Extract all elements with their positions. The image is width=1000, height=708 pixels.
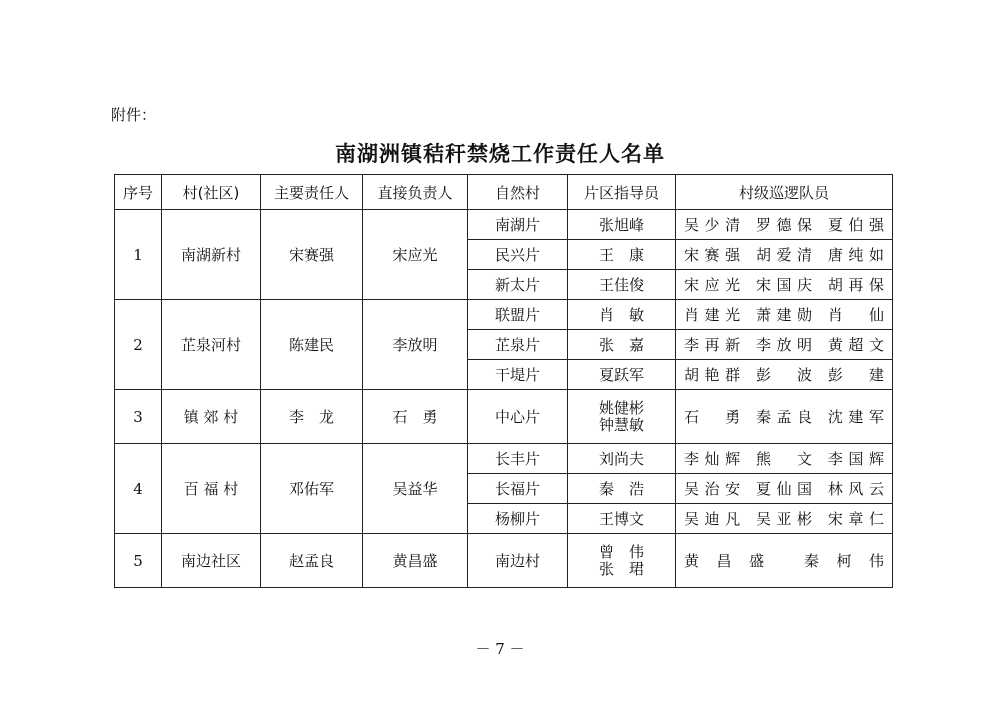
patrol-member: 胡艳群 — [684, 366, 746, 384]
patrol-member: 李国辉 — [827, 450, 884, 468]
direct-person: 黄昌盛 — [363, 534, 468, 588]
patrol-members — [676, 474, 893, 504]
patrol-member: 萧建勋 — [755, 306, 818, 324]
area-guide: 刘尚夫 — [568, 444, 676, 474]
village-no: 3 — [115, 390, 162, 444]
natural-village: 民兴片 — [468, 240, 568, 270]
area-guide: 王博文 — [568, 504, 676, 534]
main-person: 邓佑军 — [261, 444, 363, 534]
main-person: 宋赛强 — [261, 210, 363, 300]
patrol-member: 宋国庆 — [755, 276, 818, 294]
village-name: 镇 郊 村 — [162, 390, 261, 444]
natural-village: 联盟片 — [468, 300, 568, 330]
patrol-member: 秦孟良 — [755, 408, 818, 426]
area-guide-name: 张 珺 — [598, 559, 644, 578]
direct-person: 宋应光 — [363, 210, 468, 300]
patrol-member: 石 勇 — [684, 408, 746, 426]
natural-village: 长福片 — [468, 474, 568, 504]
table-row — [115, 390, 893, 444]
patrol-member: 李放明 — [755, 336, 818, 354]
natural-village: 新太片 — [468, 270, 568, 300]
patrol-members — [676, 504, 893, 534]
header-main-person: 主要责任人 — [261, 175, 363, 210]
patrol-members — [676, 240, 893, 270]
header-patrol: 村级巡逻队员 — [676, 175, 893, 210]
area-guide: 秦 浩 — [568, 474, 676, 504]
patrol-members — [676, 534, 893, 588]
natural-village: 杨柳片 — [468, 504, 568, 534]
patrol-members — [676, 444, 893, 474]
patrol-member: 肖 仙 — [827, 306, 884, 324]
area-guide: 肖 敏 — [568, 300, 676, 330]
area-guide — [568, 534, 676, 588]
table-row — [115, 300, 893, 330]
patrol-member: 胡再保 — [827, 276, 884, 294]
patrol-member: 沈建军 — [827, 408, 884, 426]
area-guide — [568, 390, 676, 444]
village-no: 4 — [115, 444, 162, 534]
header-natural-village: 自然村 — [468, 175, 568, 210]
patrol-member: 夏仙国 — [755, 480, 818, 498]
direct-person: 吴益华 — [363, 444, 468, 534]
natural-village: 长丰片 — [468, 444, 568, 474]
patrol-members — [676, 360, 893, 390]
patrol-member: 彭 建 — [827, 366, 884, 384]
natural-village: 芷泉片 — [468, 330, 568, 360]
natural-village: 中心片 — [468, 390, 568, 444]
table-row — [115, 444, 893, 474]
patrol-member: 黄超文 — [827, 336, 884, 354]
patrol-member: 罗德保 — [755, 216, 818, 234]
area-guide: 张 嘉 — [568, 330, 676, 360]
responsibility-table — [114, 174, 893, 588]
table-row — [115, 210, 893, 240]
header-area-guide: 片区指导员 — [568, 175, 676, 210]
area-guide: 张旭峰 — [568, 210, 676, 240]
patrol-member: 吴治安 — [684, 480, 746, 498]
village-no: 1 — [115, 210, 162, 300]
village-name: 南湖新村 — [162, 210, 261, 300]
natural-village: 南湖片 — [468, 210, 568, 240]
direct-person: 石 勇 — [363, 390, 468, 444]
patrol-member: 黄昌盛 — [684, 552, 782, 570]
patrol-member: 夏伯强 — [827, 216, 884, 234]
area-guide-name: 姚健彬 — [598, 398, 644, 417]
main-person: 赵孟良 — [261, 534, 363, 588]
patrol-member: 唐纯如 — [827, 246, 884, 264]
table-header-row — [115, 175, 893, 210]
patrol-member: 彭 波 — [755, 366, 818, 384]
village-no: 5 — [115, 534, 162, 588]
patrol-member: 宋赛强 — [684, 246, 746, 264]
table-row — [115, 534, 893, 588]
header-no: 序号 — [115, 175, 162, 210]
patrol-member: 熊 文 — [755, 450, 818, 468]
patrol-members — [676, 210, 893, 240]
area-guide: 王 康 — [568, 240, 676, 270]
village-name: 芷泉河村 — [162, 300, 261, 390]
patrol-member: 李再新 — [684, 336, 746, 354]
patrol-member: 肖建光 — [684, 306, 746, 324]
patrol-member: 宋章仁 — [827, 510, 884, 528]
header-village: 村(社区) — [162, 175, 261, 210]
direct-person: 李放明 — [363, 300, 468, 390]
patrol-members — [676, 390, 893, 444]
patrol-member: 吴少清 — [684, 216, 746, 234]
area-guide: 王佳俊 — [568, 270, 676, 300]
patrol-members — [676, 330, 893, 360]
page-number: － 7 － — [475, 640, 525, 658]
patrol-members — [676, 270, 893, 300]
village-no: 2 — [115, 300, 162, 390]
area-guide-name: 曾 伟 — [598, 542, 644, 561]
village-name: 百 福 村 — [162, 444, 261, 534]
header-direct-person: 直接负责人 — [363, 175, 468, 210]
natural-village: 干堤片 — [468, 360, 568, 390]
natural-village: 南边村 — [468, 534, 568, 588]
document-title: 南湖洲镇秸秆禁烧工作责任人名单 — [335, 142, 665, 166]
village-name: 南边社区 — [162, 534, 261, 588]
patrol-members — [676, 300, 893, 330]
main-person: 李 龙 — [261, 390, 363, 444]
patrol-member: 宋应光 — [684, 276, 746, 294]
main-person: 陈建民 — [261, 300, 363, 390]
area-guide: 夏跃军 — [568, 360, 676, 390]
area-guide-name: 钟慧敏 — [598, 415, 644, 434]
patrol-member: 秦柯伟 — [803, 552, 884, 570]
patrol-member: 胡爱清 — [755, 246, 818, 264]
patrol-member: 林风云 — [827, 480, 884, 498]
patrol-member: 吴迪凡 — [684, 510, 746, 528]
attachment-label: 附件： — [111, 106, 157, 124]
patrol-member: 吴亚彬 — [755, 510, 818, 528]
patrol-member: 李灿辉 — [684, 450, 746, 468]
